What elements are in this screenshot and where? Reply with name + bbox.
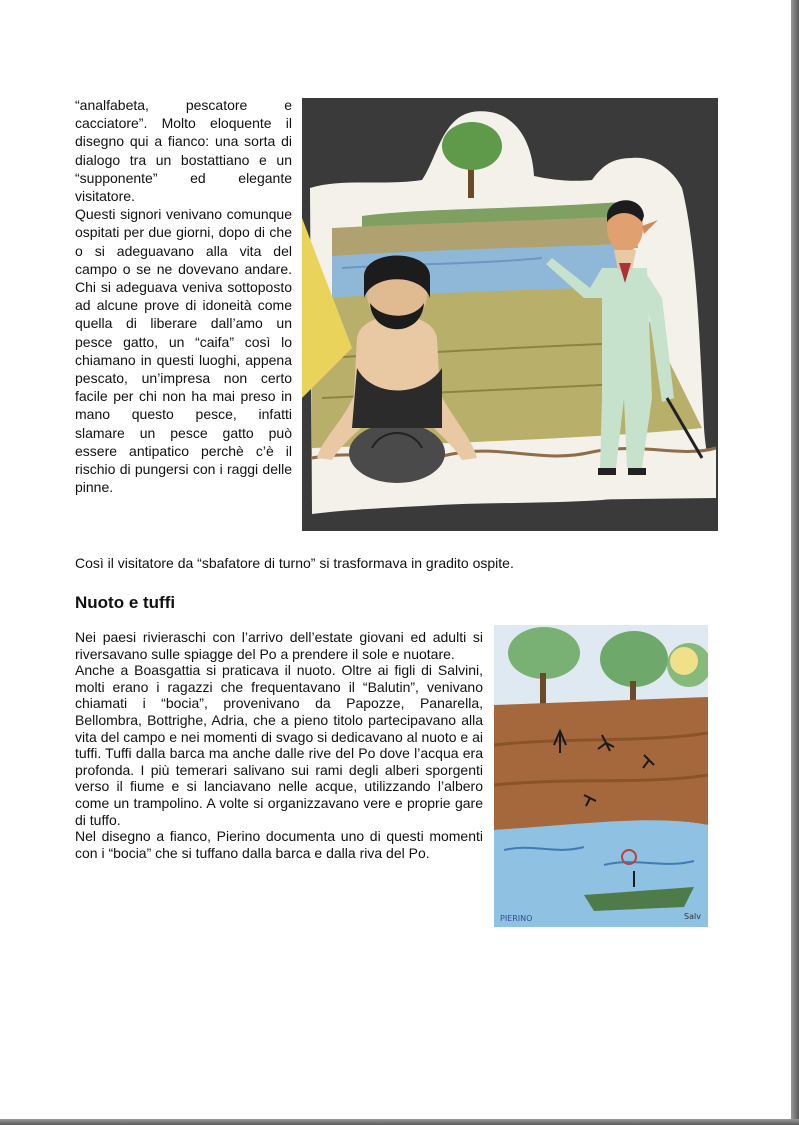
page-edge-shadow-right xyxy=(791,0,799,1125)
section-heading-nuoto-e-tuffi: Nuoto e tuffi xyxy=(75,593,176,612)
text-column-2 xyxy=(75,629,483,861)
paragraph-drawing-description: Nel disegno a fianco, Pierino documenta uno di questi momenti con i “bocia” che si tuffano dalla barca e dalla riva del Po. xyxy=(75,828,483,861)
page-edge-shadow-bottom xyxy=(0,1119,799,1125)
paragraph-visitor-dialogue: “analfabeta, pescatore e cacciatore”. Molto eloquente il disegno qui a fianco: una sorta di dialogo tra un bostattiano e un “supponente” ed elegante visitatore. xyxy=(75,97,292,205)
drawing-signature: Salv xyxy=(684,912,701,921)
paragraph-summer-beaches: Nei paesi rivieraschi con l’arrivo dell’estate giovani ed adulti si riversavano sulle spiagge del Po a prendere il sole e nuotare. xyxy=(75,629,483,662)
paragraph-swimming-boasgattia: Anche a Boasgattia si praticava il nuoto. Oltre ai figli di Salvini, molti erano i ragazzi che frequentavano il “Balutin”, venivano chiamati i “bocia”, provenivano da Papozze, Panarella, Bellombra, Bottrighe, Adria, che a pieno titolo partecipavano alla vita del campo e nei momenti di svago si dedicavano al nuoto e ai tuffi. Tuffi dalla barca ma anche dalle rive del Po dove l’acqua era profonda. I più temerari salivano sui rami degli alberi sporgenti verso il fiume e si lanciavano nelle acque, utilizzando l’albero come un trampolino. A volte si organizzavano vere e proprie gare di tuffo. xyxy=(75,662,483,828)
drawing-boys-diving xyxy=(494,625,708,927)
paragraph-guest-closing: Così il visitatore da “sbafatore di turno” si trasformava in gradito ospite. xyxy=(75,555,514,571)
drawing-visitor-and-bostattiano xyxy=(302,98,718,531)
svg-text:PIERINO: PIERINO xyxy=(500,914,533,923)
text-column-1 xyxy=(75,96,292,496)
paragraph-catfish-test: Questi signori venivano comunque ospitati per due giorni, dopo di che o si adeguavano alla vita del campo o se ne dovevano andare. Chi si adeguava veniva sottoposto ad alcune prove di idoneità come quella di liberare dall’amo un pesce gatto, un “caifa” così lo chiamano in questi luoghi, appena pescato, un’impresa non certo facile per chi non ha mai preso in mano questo pesce, infatti slamare un pesce gatto può essere antipatico perchè c’è il rischio di pungersi con i raggi delle pinne. xyxy=(75,206,292,496)
